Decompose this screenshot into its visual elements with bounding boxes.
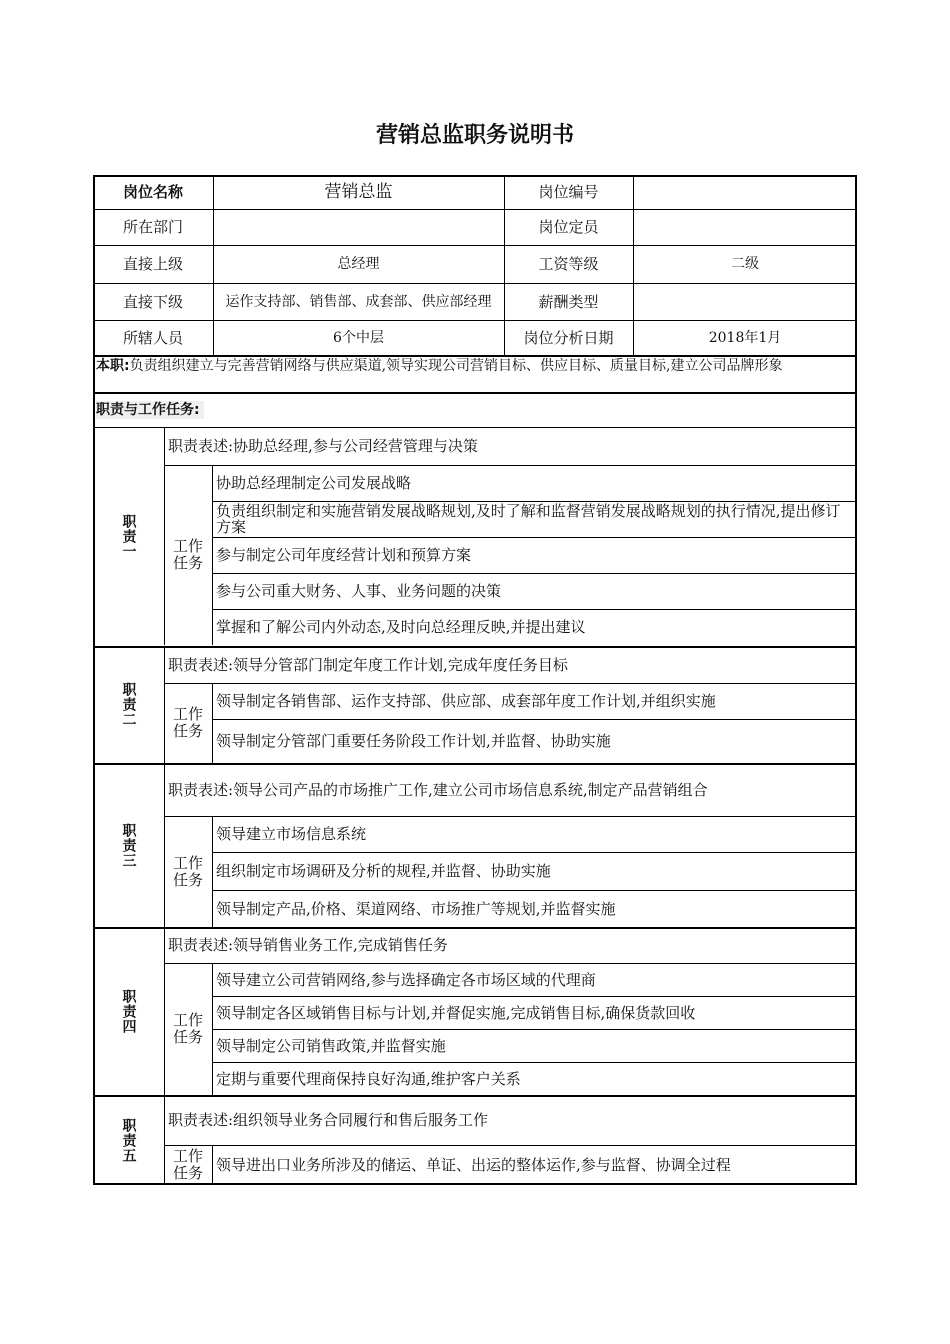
- responsibility-label: [93, 1095, 164, 1185]
- subordinate-value: 运作支持部、销售部、成套部、供应部经理: [225, 293, 492, 310]
- staff-label: 所辖人员: [122, 328, 183, 347]
- analysis-date-value: 2018年1月: [708, 329, 782, 346]
- grid-line: [164, 1145, 857, 1146]
- superior-label: 直接上级: [122, 255, 183, 273]
- grid-line: [164, 1095, 165, 1185]
- headcount-label: 岗位定员: [538, 218, 599, 236]
- grid-line: [212, 501, 857, 502]
- headcount-value: [633, 209, 857, 245]
- position-name-value: 营销总监: [324, 182, 393, 202]
- grid-line: [504, 175, 505, 355]
- subordinate-label: 直接下级: [122, 292, 183, 311]
- pay-type-value: [633, 283, 857, 320]
- task-item: 参与公司重大财务、人事、业务问题的决策: [216, 582, 502, 600]
- grid-line: [212, 1029, 857, 1030]
- analysis-date-label: 岗位分析日期: [523, 328, 614, 347]
- grid-line: [164, 927, 165, 1095]
- position-name-label: 岗位名称: [122, 183, 183, 201]
- grid-line: [164, 683, 857, 684]
- responsibility-label: [93, 763, 164, 927]
- grid-line: [93, 209, 857, 210]
- responsibility-label: [93, 646, 164, 763]
- task-item: 领导制定各区域销售目标与计划,并督促实施,完成销售目标,确保货款回收: [216, 1003, 696, 1022]
- task-item: 领导建立市场信息系统: [216, 825, 367, 843]
- task-item: 参与制定公司年度经营计划和预算方案: [216, 546, 472, 564]
- document-title: 营销总监职务说明书: [375, 123, 574, 148]
- grid-line: [93, 175, 857, 177]
- grid-line: [212, 1145, 213, 1185]
- task-item: 负责组织制定和实施营销发展战略规划,及时了解和监督营销发展战略规划的执行情况,提出修订方案: [216, 502, 841, 536]
- staff-value: 6个中层: [333, 329, 384, 346]
- grid-line: [212, 537, 857, 538]
- grid-line: [93, 646, 857, 648]
- task-item: 领导进出口业务所涉及的储运、单证、出运的整体运作,参与监督、协调全过程: [216, 1156, 731, 1174]
- grid-line: [212, 573, 857, 574]
- duty-summary-text: 负责组织建立与完善营销网络与供应渠道,领导实现公司营销目标、供应目标、质量目标,建立公司品牌形象: [129, 358, 783, 374]
- responsibility-label-text: 职责四: [120, 988, 137, 1034]
- task-item: 领导制定各销售部、运作支持部、供应部、成套部年度工作计划,并组织实施: [216, 692, 716, 710]
- grid-line: [93, 283, 857, 284]
- grid-line: [164, 465, 857, 466]
- responsibility-label-text: 职责五: [120, 1117, 137, 1163]
- grid-line: [93, 1183, 857, 1185]
- grid-line: [212, 890, 857, 891]
- position-no-value: [633, 175, 857, 209]
- responsibility-statement: 职责表述:领导销售业务工作,完成销售任务: [168, 936, 448, 954]
- grid-line: [93, 427, 857, 428]
- grid-line: [633, 175, 634, 355]
- responsibility-label-text: 职责二: [120, 682, 137, 727]
- grid-line: [212, 852, 857, 853]
- grid-line: [164, 427, 165, 645]
- grid-line: [93, 245, 857, 246]
- task-label: 工作任务: [172, 537, 203, 572]
- task-label: 工作任务: [172, 1147, 203, 1182]
- grid-line: [164, 816, 857, 817]
- grid-line: [212, 683, 213, 763]
- position-no-label: 岗位编号: [538, 183, 599, 201]
- job-description-table: [93, 175, 857, 1185]
- responsibilities-heading: [93, 393, 857, 427]
- responsibility-label-text: 职责三: [120, 822, 137, 868]
- task-item: 掌握和了解公司内外动态,及时向总经理反映,并提出建议: [216, 618, 586, 636]
- task-label: 工作任务: [172, 853, 203, 889]
- grid-line: [212, 609, 857, 610]
- task-label: 工作任务: [172, 705, 203, 740]
- responsibility-label: [93, 927, 164, 1095]
- responsibility-statement: 职责表述:组织领导业务合同履行和售后服务工作: [168, 1111, 489, 1129]
- responsibilities-heading-text: 职责与工作任务:: [96, 401, 204, 419]
- responsibility-statement: 职责表述:领导公司产品的市场推广工作,建立公司市场信息系统,制定产品营销组合: [168, 780, 708, 799]
- grid-line: [212, 465, 213, 645]
- task-item: 协助总经理制定公司发展战略: [216, 474, 412, 492]
- grid-line: [93, 392, 857, 394]
- task-item: 定期与重要代理商保持良好沟通,维护客户关系: [216, 1069, 521, 1088]
- responsibility-label: [93, 427, 164, 645]
- grid-line: [93, 927, 857, 929]
- grid-line: [212, 719, 857, 720]
- duty-summary: [93, 356, 857, 392]
- task-label: 工作任务: [172, 1011, 203, 1046]
- responsibility-statement: 职责表述:领导分管部门制定年度工作计划,完成年度任务目标: [168, 655, 568, 674]
- duty-summary-label: 本职:: [96, 358, 130, 374]
- task-item: 领导制定公司销售政策,并监督实施: [216, 1036, 446, 1055]
- grid-line: [164, 646, 165, 763]
- department-value: [213, 209, 504, 245]
- salary-grade-label: 工资等级: [538, 255, 599, 273]
- grid-line: [93, 175, 95, 1185]
- grid-line: [93, 763, 857, 765]
- task-item: 组织制定市场调研及分析的规程,并监督、协助实施: [216, 862, 551, 880]
- grid-line: [213, 175, 214, 355]
- task-item: 领导制定产品,价格、渠道网络、市场推广等规划,并监督实施: [216, 899, 616, 918]
- superior-value: 总经理: [337, 256, 380, 272]
- grid-line: [93, 1095, 857, 1097]
- department-label: 所在部门: [122, 218, 183, 236]
- grid-line: [212, 816, 213, 927]
- pay-type-label: 薪酬类型: [538, 292, 599, 311]
- grid-line: [855, 175, 857, 1185]
- grid-line: [93, 320, 857, 321]
- salary-grade-value: 二级: [731, 256, 759, 272]
- grid-line: [212, 1062, 857, 1063]
- task-item: 领导建立公司营销网络,参与选择确定各市场区域的代理商: [216, 970, 596, 989]
- responsibility-statement: 职责表述:协助总经理,参与公司经营管理与决策: [168, 437, 478, 455]
- responsibility-label-text: 职责一: [120, 513, 137, 559]
- grid-line: [93, 355, 857, 357]
- grid-line: [164, 763, 165, 927]
- task-item: 领导制定分管部门重要任务阶段工作计划,并监督、协助实施: [216, 732, 611, 750]
- grid-line: [212, 996, 857, 997]
- grid-line: [164, 963, 857, 964]
